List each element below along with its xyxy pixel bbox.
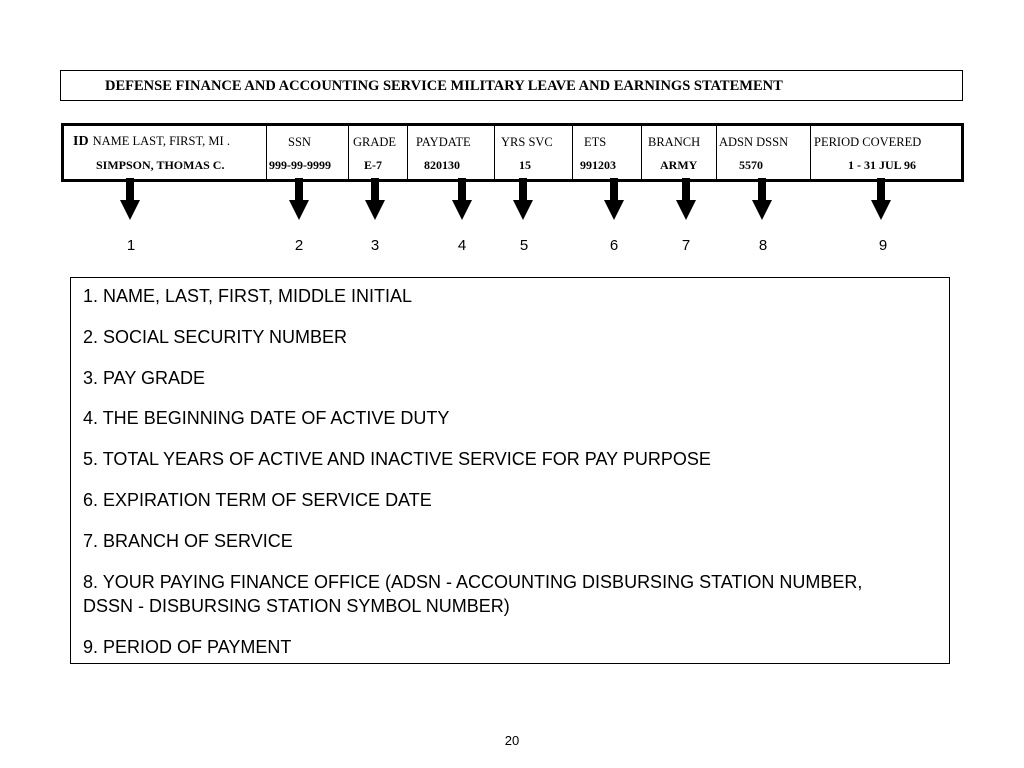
les-col-name-value: SIMPSON, THOMAS C. bbox=[96, 158, 225, 172]
legend-item: 6. EXPIRATION TERM OF SERVICE DATE bbox=[83, 490, 432, 510]
column-divider bbox=[266, 126, 267, 179]
down-arrow-icon bbox=[513, 178, 533, 220]
les-col-adsn-dssn-label: ADSN DSSN bbox=[719, 135, 789, 149]
column-divider bbox=[407, 126, 408, 179]
les-col-ets-value: 991203 bbox=[580, 158, 616, 172]
column-divider bbox=[494, 126, 495, 179]
les-col-grade-label: GRADE bbox=[353, 135, 397, 149]
les-col-adsn-dssn-value: 5570 bbox=[739, 158, 763, 172]
column-divider bbox=[348, 126, 349, 179]
les-col-grade-value: E-7 bbox=[364, 158, 382, 172]
legend-item: 7. BRANCH OF SERVICE bbox=[83, 531, 293, 551]
down-arrow-icon bbox=[676, 178, 696, 220]
name-label-text: NAME LAST, FIRST, MI . bbox=[92, 134, 230, 148]
column-divider bbox=[572, 126, 573, 179]
les-col-period-label: PERIOD COVERED bbox=[814, 135, 922, 149]
legend-item: 8. YOUR PAYING FINANCE OFFICE (ADSN - ACCOUNTING DISBURSING STATION NUMBER, DSSN - DISBURSING STATION SYMBOL NUMBER) bbox=[83, 572, 863, 616]
legend-item: 4. THE BEGINNING DATE OF ACTIVE DUTY bbox=[83, 408, 450, 428]
document-title: DEFENSE FINANCE AND ACCOUNTING SERVICE MILITARY LEAVE AND EARNINGS STATEMENT bbox=[105, 78, 783, 94]
arrow-number: 3 bbox=[370, 237, 380, 254]
legend-item: 9. PERIOD OF PAYMENT bbox=[83, 637, 292, 657]
arrow-number: 4 bbox=[457, 237, 467, 254]
column-divider bbox=[810, 126, 811, 179]
id-tag: ID bbox=[73, 134, 89, 149]
arrow-number: 1 bbox=[126, 237, 136, 254]
les-col-branch-label: BRANCH bbox=[648, 135, 701, 149]
les-header-block bbox=[61, 123, 964, 182]
legend-item: 5. TOTAL YEARS OF ACTIVE AND INACTIVE SERVICE FOR PAY PURPOSE bbox=[83, 449, 711, 469]
document-title-box bbox=[60, 70, 963, 101]
les-col-ssn-value: 999-99-9999 bbox=[269, 158, 331, 172]
les-col-name-label bbox=[73, 134, 230, 150]
down-arrow-icon bbox=[871, 178, 891, 220]
arrow-number: 6 bbox=[609, 237, 619, 254]
les-col-branch-value: ARMY bbox=[660, 158, 698, 172]
down-arrow-icon bbox=[452, 178, 472, 220]
page-number: 20 bbox=[504, 733, 520, 748]
les-col-period-value: 1 - 31 JUL 96 bbox=[848, 158, 917, 172]
arrow-number: 9 bbox=[878, 237, 888, 254]
down-arrow-icon bbox=[604, 178, 624, 220]
arrow-number: 5 bbox=[519, 237, 529, 254]
les-col-paydate-value: 820130 bbox=[424, 158, 460, 172]
les-col-yrs-svc-label: YRS SVC bbox=[501, 135, 553, 149]
down-arrow-icon bbox=[752, 178, 772, 220]
arrow-number: 7 bbox=[681, 237, 691, 254]
legend-box bbox=[70, 277, 950, 664]
legend-item: 3. PAY GRADE bbox=[83, 368, 206, 388]
les-col-paydate-label: PAYDATE bbox=[416, 135, 471, 149]
down-arrow-icon bbox=[120, 178, 140, 220]
les-col-ets-label: ETS bbox=[584, 135, 607, 149]
legend-item: 2. SOCIAL SECURITY NUMBER bbox=[83, 327, 348, 347]
down-arrow-icon bbox=[289, 178, 309, 220]
arrow-number: 2 bbox=[294, 237, 304, 254]
column-divider bbox=[716, 126, 717, 179]
arrow-number: 8 bbox=[758, 237, 768, 254]
down-arrow-icon bbox=[365, 178, 385, 220]
column-divider bbox=[641, 126, 642, 179]
les-col-ssn-label: SSN bbox=[288, 135, 311, 149]
legend-item: 1. NAME, LAST, FIRST, MIDDLE INITIAL bbox=[83, 286, 413, 306]
les-col-yrs-svc-value: 15 bbox=[519, 158, 531, 172]
